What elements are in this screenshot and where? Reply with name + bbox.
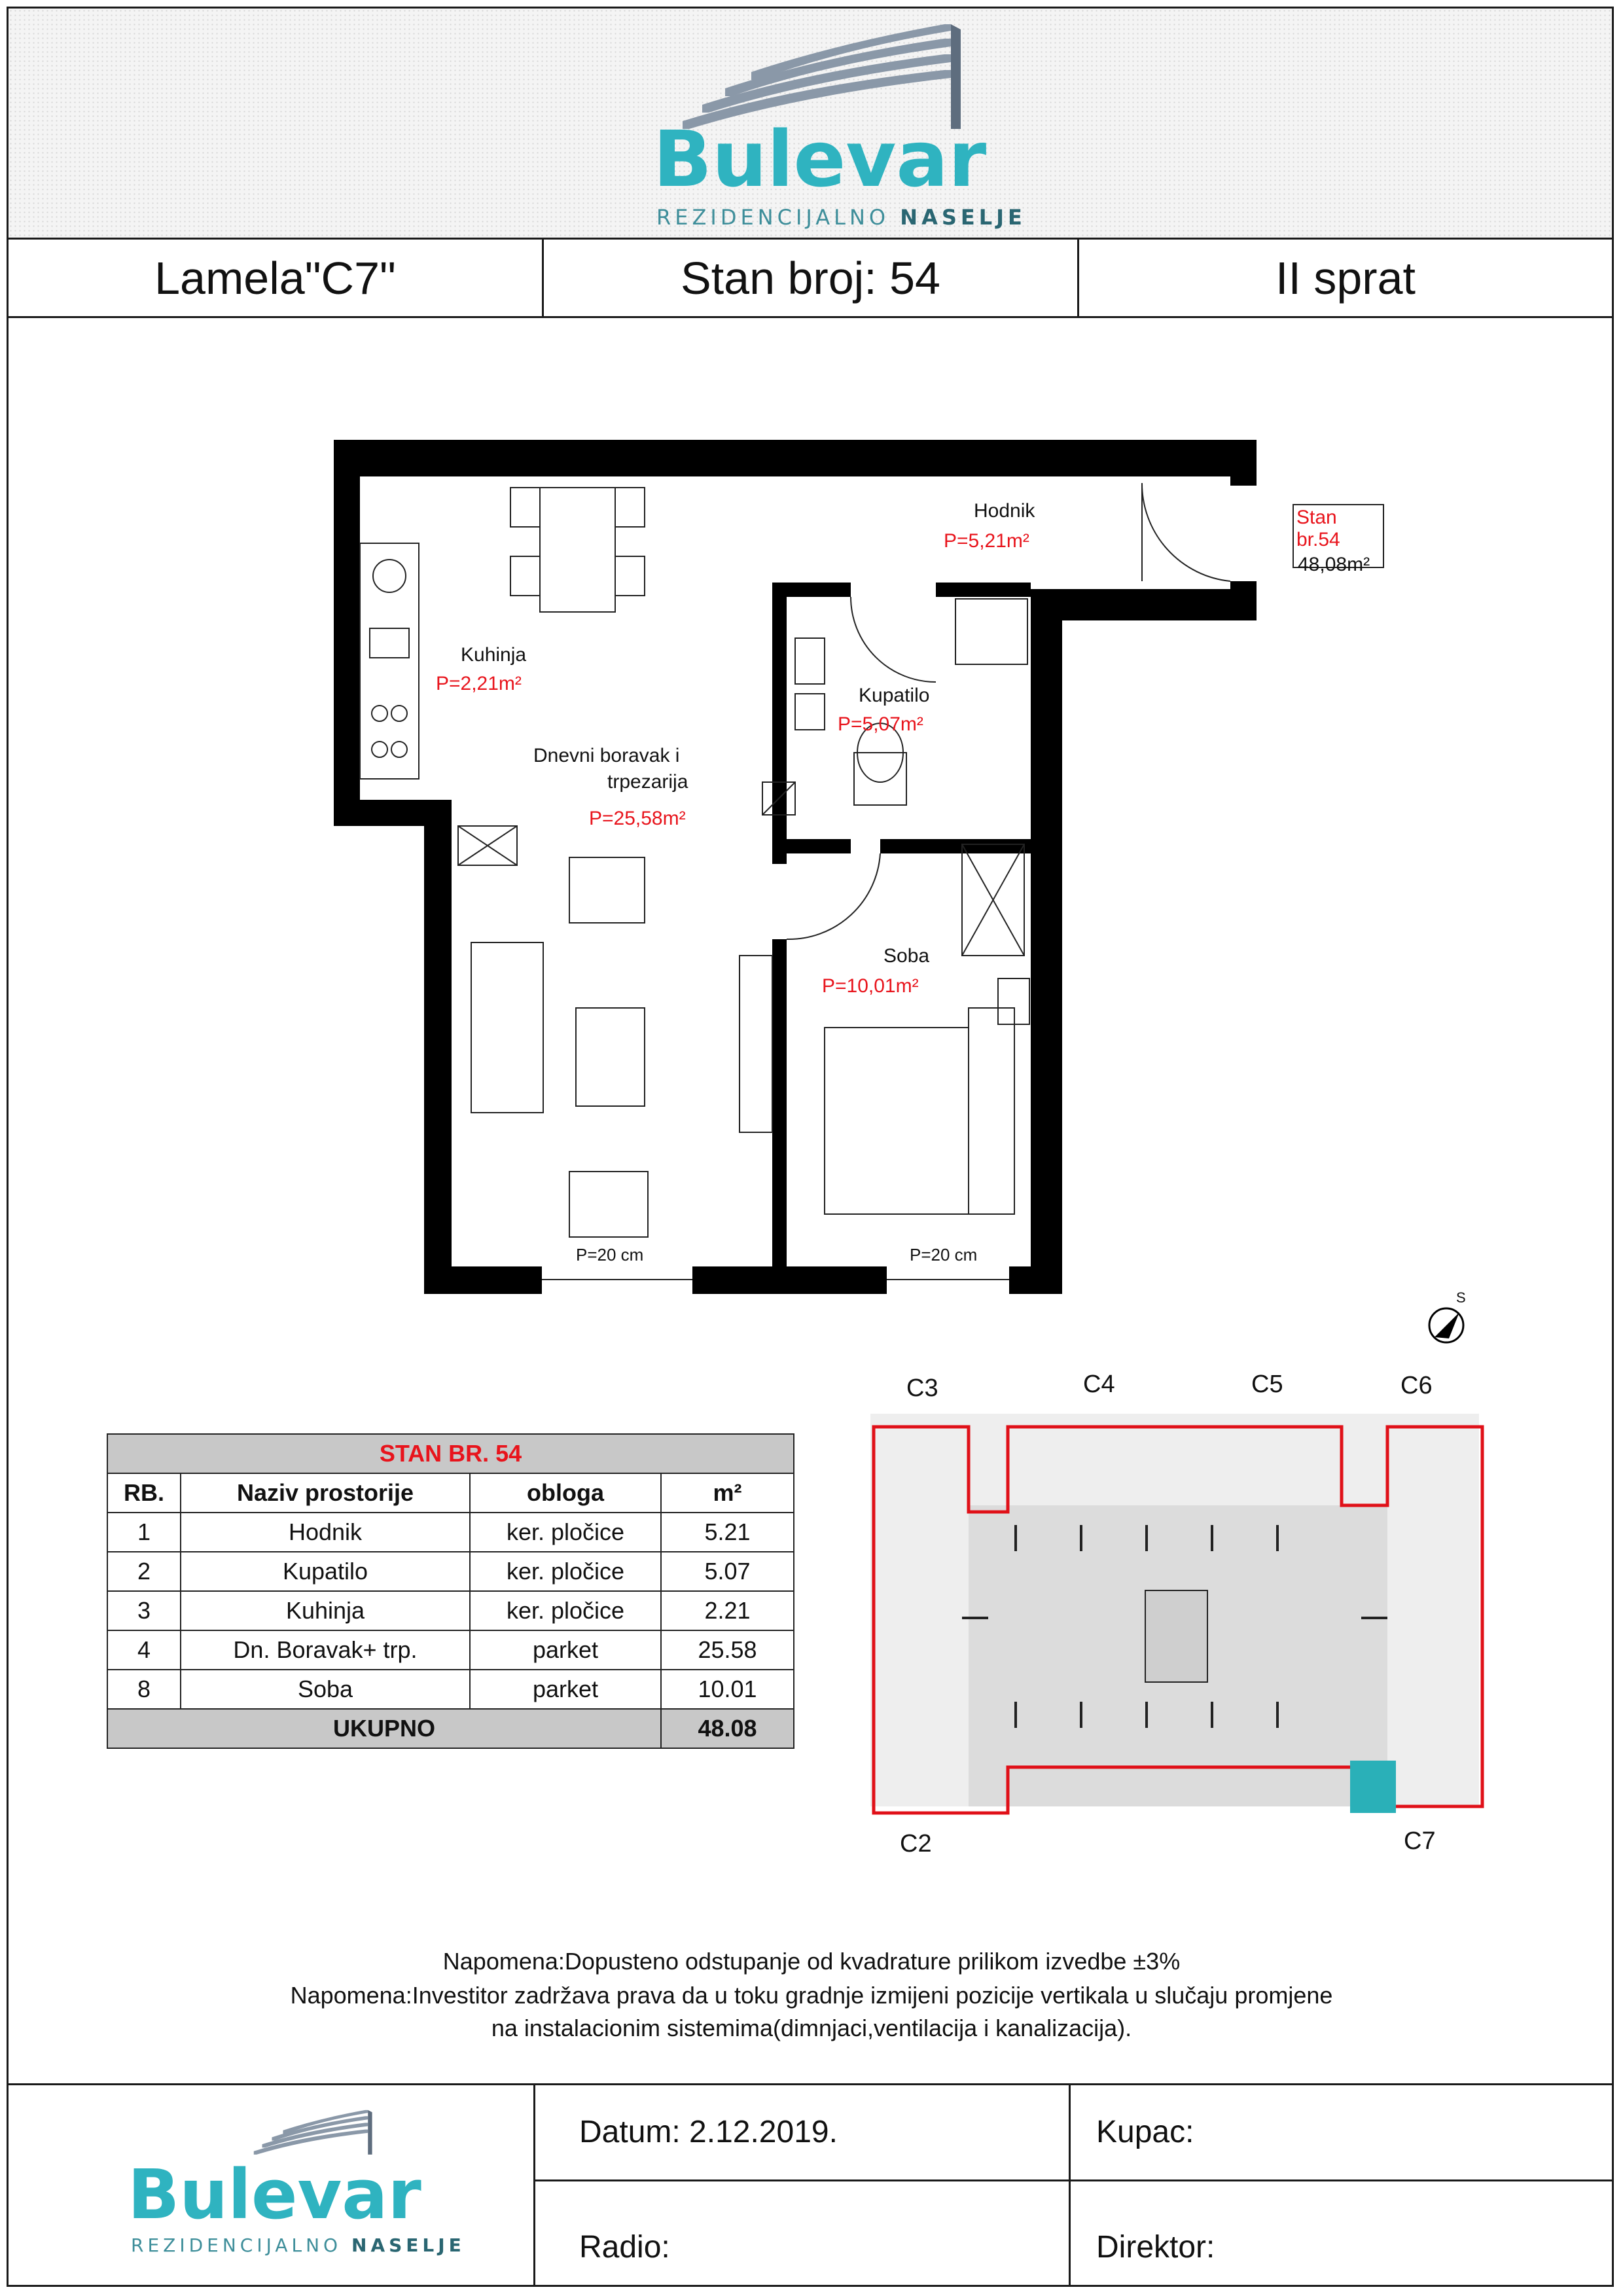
cell-naziv: Dn. Boravak+ trp. [181, 1630, 470, 1670]
cell-m2: 5.21 [661, 1513, 794, 1552]
footer-divider-2 [1069, 2083, 1071, 2287]
stan-number-label: Stan broj: 54 [681, 252, 940, 304]
plan-area-soba: P=10,01m² [822, 975, 919, 997]
cell-rb: 4 [107, 1630, 181, 1670]
plan-area-kuhinja: P=2,21m² [436, 673, 522, 694]
site-central-ramp [1145, 1590, 1207, 1682]
plan-area-hodnik: P=5,21m² [944, 530, 1029, 552]
floor-label: II sprat [1275, 252, 1416, 304]
cell-m2: 25.58 [661, 1630, 794, 1670]
cell-m2: 2.21 [661, 1591, 794, 1630]
total-label: UKUPNO [107, 1709, 661, 1748]
plan-label-dnevni-1: Dnevni boravak i [533, 745, 680, 766]
cell-naziv: Hodnik [181, 1513, 470, 1552]
cell-rb: 2 [107, 1552, 181, 1591]
cell-rb: 8 [107, 1670, 181, 1709]
site-label-c7: C7 [1404, 1827, 1436, 1855]
cell-naziv: Kupatilo [181, 1552, 470, 1591]
cell-m2: 10.01 [661, 1670, 794, 1709]
plan-area-dnevni: P=25,58m² [589, 808, 686, 829]
highlighted-unit [1350, 1761, 1396, 1813]
plan-label-dnevni-2: trpezarija [607, 771, 688, 793]
col-naziv: Naziv prostorije [181, 1473, 470, 1513]
site-label-c6: C6 [1400, 1372, 1433, 1399]
note-3: na instalacionim sistemima(dimnjaci,ventilacija i kanalizacija). [491, 2015, 1132, 2041]
brand-wordmark: Bulevar [653, 114, 987, 204]
footer-brand-wordmark: Bulevar [128, 2155, 421, 2234]
footer-divider-1 [533, 2083, 535, 2287]
direktor-field: Direktor: [1096, 2230, 1215, 2265]
footer-top-line [9, 2083, 1612, 2085]
col-m2: m² [661, 1473, 794, 1513]
col-obloga: obloga [470, 1473, 661, 1513]
footer-tagline-light: REZIDENCIJALNO [131, 2234, 342, 2256]
cell-rb: 1 [107, 1513, 181, 1552]
cell-obloga: ker. pločice [470, 1552, 661, 1591]
compass-north-label: S [1456, 1289, 1466, 1306]
cell-naziv: Soba [181, 1670, 470, 1709]
footer-brand-tagline [131, 2234, 465, 2256]
window-label-2: P=20 cm [910, 1245, 978, 1265]
site-label-c5: C5 [1251, 1371, 1283, 1398]
plan-area-kupatilo: P=5,07m² [838, 713, 923, 735]
lamela-label: Lamela"C7" [154, 252, 396, 304]
kupac-field: Kupac: [1096, 2115, 1194, 2149]
cell-obloga: parket [470, 1670, 661, 1709]
table-title: STAN BR. 54 [107, 1434, 794, 1473]
plan-label-kuhinja: Kuhinja [461, 644, 527, 666]
plan-label-soba: Soba [883, 945, 930, 967]
tagline-light: REZIDENCIJALNO [656, 205, 890, 230]
plan-label-hodnik: Hodnik [974, 500, 1035, 522]
note-2: Napomena:Investitor zadržava prava da u toku gradnje izmijeni pozicije vertikala u slučaju promjene [290, 1982, 1333, 2009]
badge-title: Stan br.54 [1296, 507, 1340, 550]
cell-m2: 5.07 [661, 1552, 794, 1591]
cell-obloga: ker. pločice [470, 1513, 661, 1552]
cell-obloga: parket [470, 1630, 661, 1670]
datum-field: Datum: 2.12.2019. [579, 2115, 838, 2149]
cell-rb: 3 [107, 1591, 181, 1630]
cell-naziv: Kuhinja [181, 1591, 470, 1630]
note-1: Napomena:Dopusteno odstupanje od kvadrature prilikom izvedbe ±3% [442, 1948, 1181, 1975]
col-rb: RB. [107, 1473, 181, 1513]
tagline-bold: NASELJE [900, 205, 1026, 230]
radio-field: Radio: [579, 2230, 670, 2265]
footer-tagline-bold: NASELJE [351, 2234, 465, 2256]
site-label-c4: C4 [1083, 1371, 1115, 1398]
cell-obloga: ker. pločice [470, 1591, 661, 1630]
site-label-c2: C2 [900, 1830, 932, 1857]
plan-label-kupatilo: Kupatilo [859, 685, 930, 706]
total-value: 48.08 [661, 1709, 794, 1748]
badge-area: 48,08m² [1298, 554, 1370, 575]
footer-mid-line [533, 2179, 1612, 2181]
window-label-1: P=20 cm [576, 1245, 644, 1265]
site-label-c3: C3 [906, 1374, 938, 1402]
